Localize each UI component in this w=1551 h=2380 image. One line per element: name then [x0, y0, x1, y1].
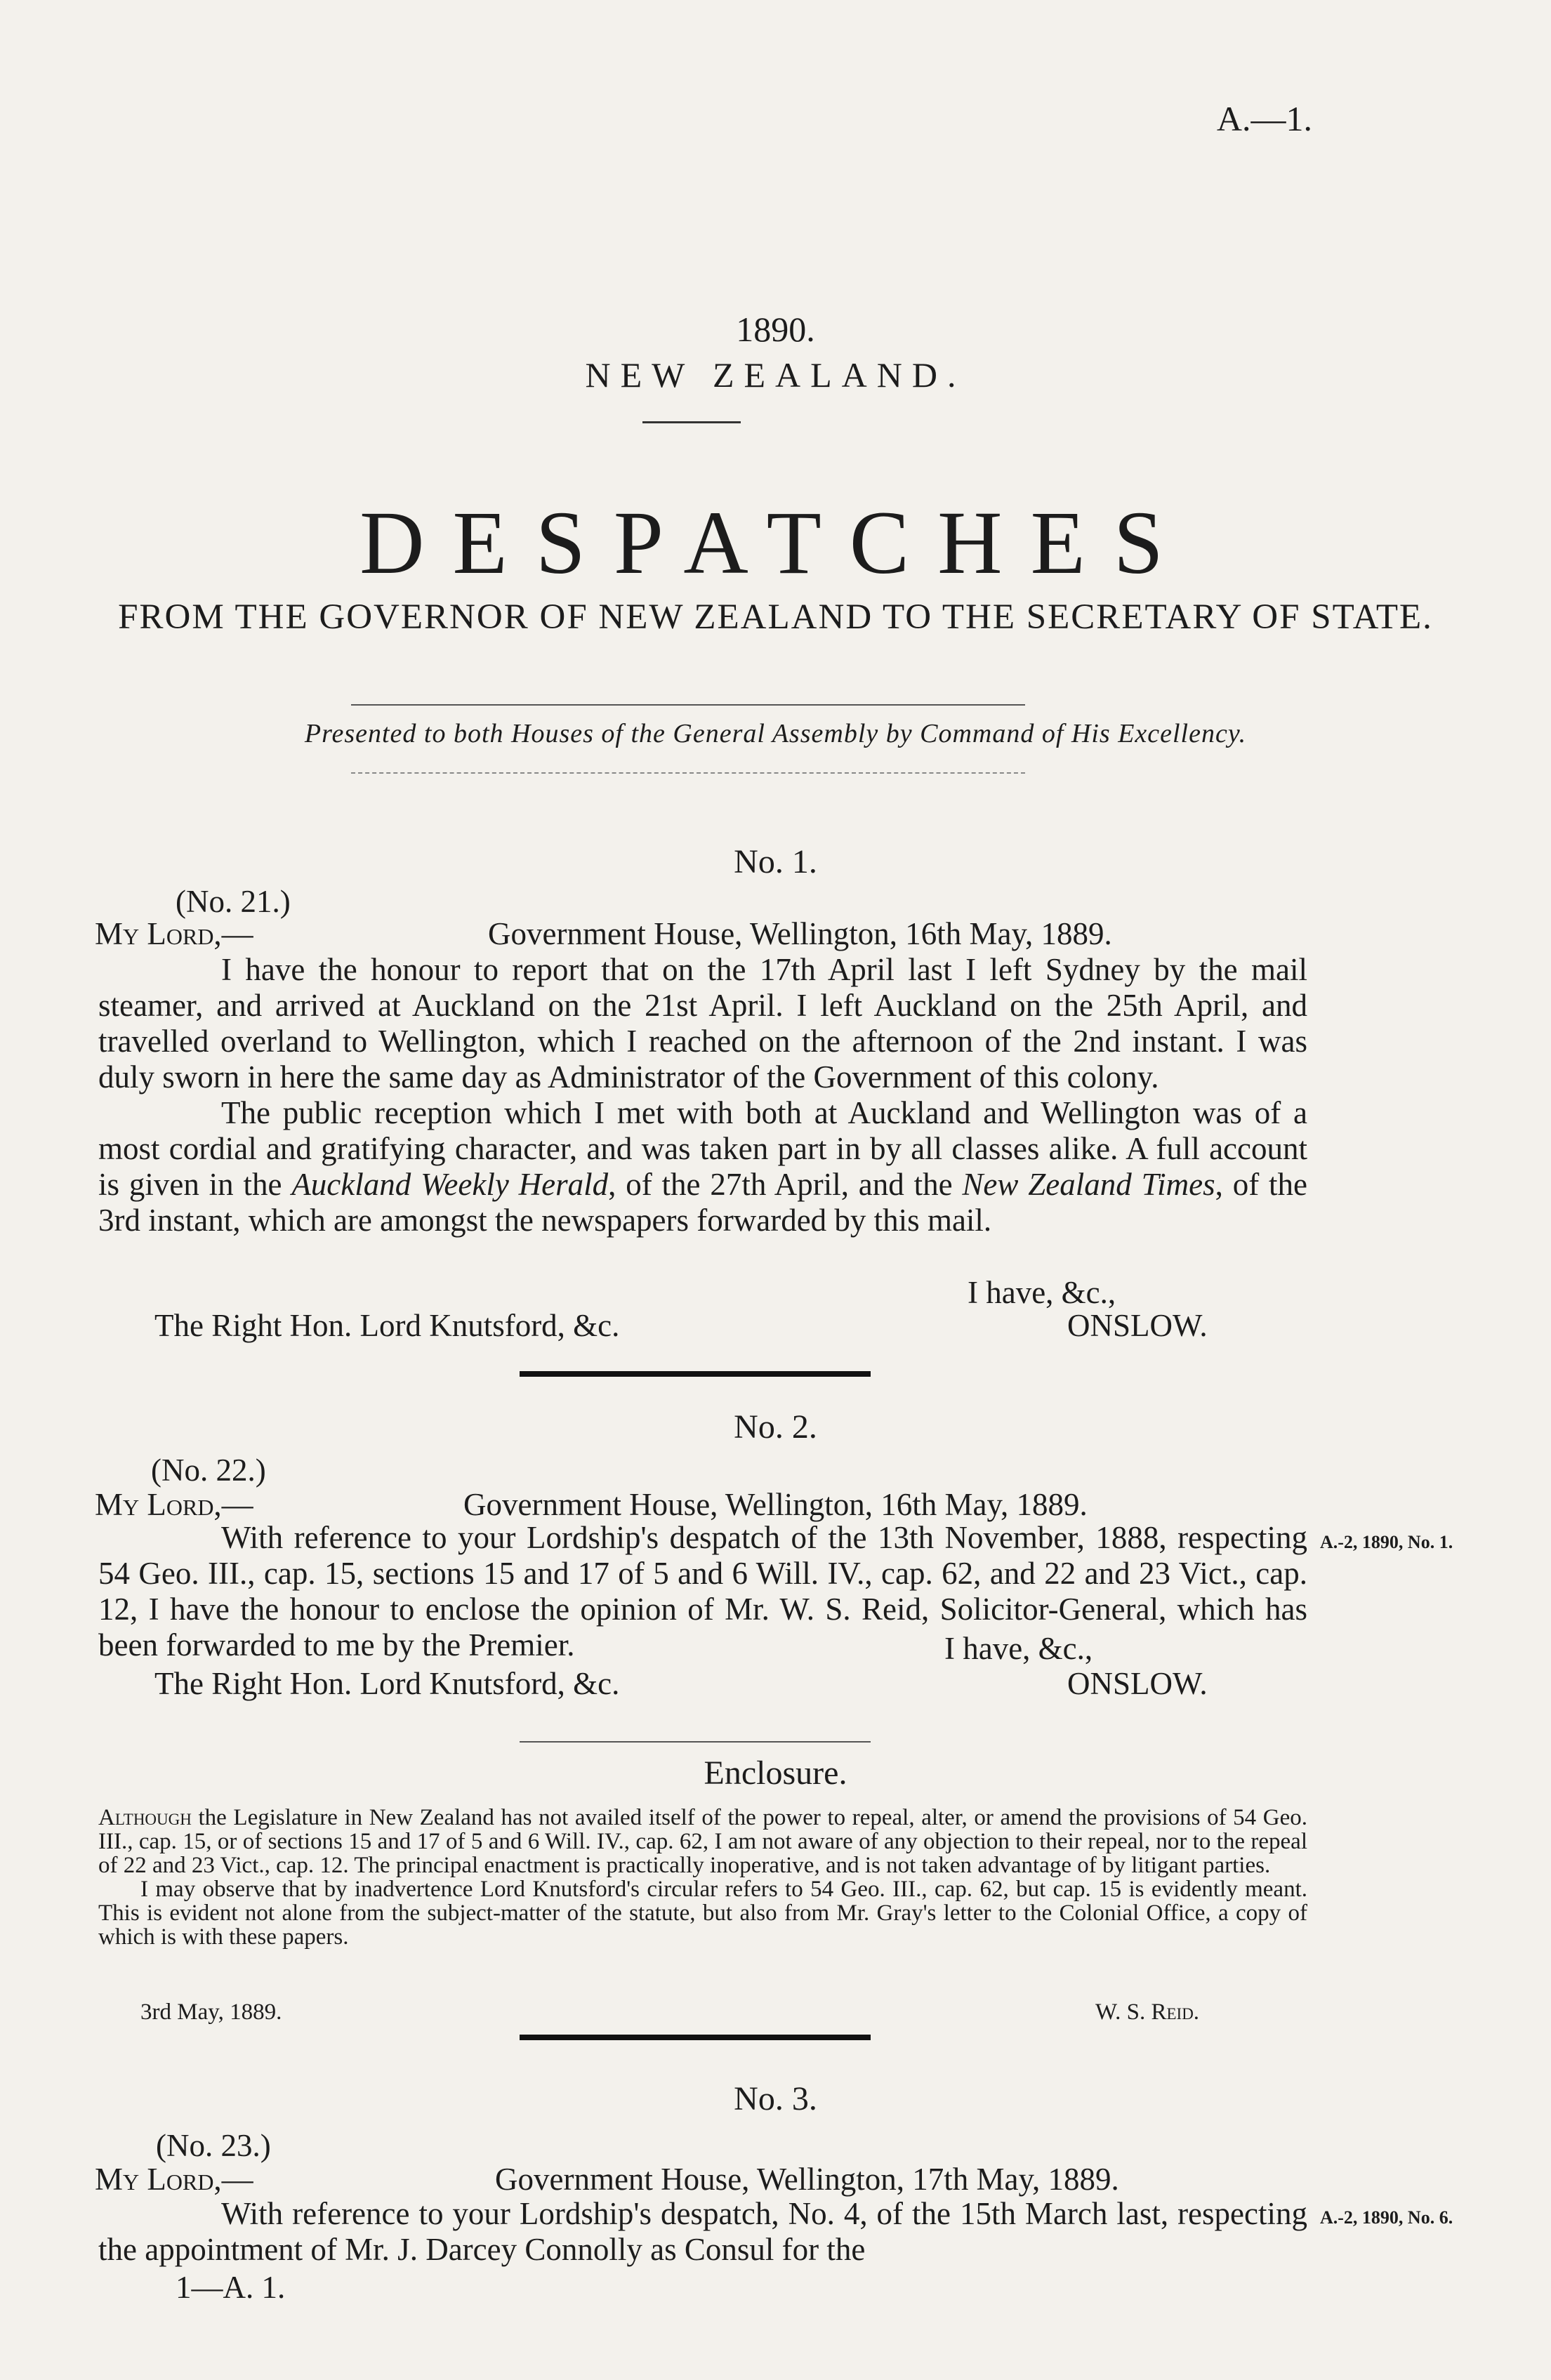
- document-reference: A.—1.: [1216, 99, 1312, 138]
- despatch-3-heading: No. 3.: [734, 2080, 817, 2117]
- despatch-1-heading: No. 1.: [734, 843, 817, 880]
- despatch-2-place-date: Government House, Wellington, 16th May, 1889.: [463, 1487, 1088, 1522]
- despatch-1-body: [98, 952, 1307, 1238]
- despatch-1-salutation: My Lord,—: [95, 916, 253, 951]
- section-divider-3: [520, 2035, 871, 2040]
- despatch-1-paragraph-1: I have the honour to report that on the 17th April last I left Sydney by the mail steamer, and arrived at Auckland on the 21st April. I left Auckland on the 25th April, and travelled overland to Wellington, which I reached on the afternoon of the 2nd instant. I was duly sworn in here the same day as Administrator of the Government of this colony.: [98, 952, 1307, 1095]
- despatch-2-heading: No. 2.: [734, 1408, 817, 1446]
- enclosure-signature: W. S. Reid.: [1095, 1999, 1200, 2025]
- despatch-1-place-date: Government House, Wellington, 16th May, 1889.: [488, 916, 1112, 951]
- section-divider-1: [520, 1371, 871, 1377]
- dotted-rule: [351, 772, 1025, 774]
- section-divider-2: [520, 1741, 871, 1743]
- despatch-3-body: [98, 2196, 1307, 2268]
- despatch-1-signature: ONSLOW.: [1067, 1308, 1208, 1343]
- signature-mark: 1—A. 1.: [176, 2270, 286, 2305]
- enclosure-heading: Enclosure.: [704, 1754, 847, 1792]
- rule-above-presented: [351, 704, 1025, 706]
- despatch-2-body: [98, 1520, 1307, 1663]
- despatch-1-addressee: The Right Hon. Lord Knutsford, &c.: [154, 1308, 620, 1343]
- short-rule: [642, 421, 741, 423]
- presented-line: Presented to both Houses of the General Assembly by Command of His Excellency.: [304, 719, 1247, 748]
- despatch-1-paragraph-2: The public reception which I met with both at Auckland and Wellington was of a most cordial and gratifying character, and was taken part in by all classes alike. A full account is given in the Auckland Weekly Herald, of the 27th April, and the New Zealand Times, of the 3rd instant, which are amongst the newspapers forwarded by this mail.: [98, 1095, 1308, 1238]
- despatch-2-margin-note: A.-2, 1890, No. 1.: [1320, 1532, 1453, 1552]
- despatch-3-paragraph-1: With reference to your Lordship's despatch, No. 4, of the 15th March last, respecting the appointment of Mr. J. Darcey Connolly as Consul for the: [98, 2196, 1307, 2267]
- despatch-3-place-date: Government House, Wellington, 17th May, 1889.: [495, 2162, 1119, 2197]
- despatch-1-number: (No. 21.): [176, 884, 291, 919]
- despatch-2-number: (No. 22.): [151, 1453, 266, 1488]
- year: 1890.: [736, 310, 815, 349]
- country-heading: NEW ZEALAND.: [585, 355, 966, 395]
- enclosure-date: 3rd May, 1889.: [140, 1999, 282, 2025]
- despatch-2-salutation: My Lord,—: [95, 1487, 253, 1522]
- despatch-3-margin-note: A.-2, 1890, No. 6.: [1320, 2207, 1453, 2228]
- main-title: DESPATCHES: [359, 493, 1192, 593]
- subtitle: FROM THE GOVERNOR OF NEW ZEALAND TO THE SECRETARY OF STATE.: [118, 597, 1433, 637]
- despatch-2-signature: ONSLOW.: [1067, 1666, 1208, 1701]
- despatch-2-closing: I have, &c.,: [944, 1631, 1093, 1666]
- enclosure-paragraph-1: Although the Legislature in New Zealand has not availed itself of the power to repeal, alter, or amend the provisions of 54 Geo. III., cap. 15, or of sections 15 and 17 of 5 and 6 Will. IV., cap. 62, I am not aware of any objection to their repeal, nor to the repeal of 22 and 23 Vict., cap. 12. The principal enactment is practically inoperative, and is not taken advantage of by litigant parties.: [98, 1805, 1307, 1878]
- enclosure-paragraph-2: I may observe that by inadvertence Lord Knutsford's circular refers to 54 Geo. III., cap. 62, but cap. 15 is evidently meant. This is evident not alone from the subject-matter of the statute, but also from Mr. Gray's letter to the Colonial Office, a copy of which is with these papers.: [98, 1877, 1307, 1950]
- despatch-3-number: (No. 23.): [156, 2128, 271, 2163]
- despatch-1-closing: I have, &c.,: [968, 1275, 1116, 1310]
- enclosure-body: [98, 1806, 1307, 1949]
- despatch-3-salutation: My Lord,—: [95, 2162, 253, 2197]
- despatch-2-paragraph-1: With reference to your Lordship's despatch of the 13th November, 1888, respecting 54 Geo. III., cap. 15, sections 15 and 17 of 5 and 6 Will. IV., cap. 62, and 22 and 23 Vict., cap. 12, I have the honour to enclose the opinion of Mr. W. S. Reid, Solicitor-General, which has been forwarded to me by the Premier.: [98, 1520, 1307, 1662]
- despatch-2-addressee: The Right Hon. Lord Knutsford, &c.: [154, 1666, 620, 1701]
